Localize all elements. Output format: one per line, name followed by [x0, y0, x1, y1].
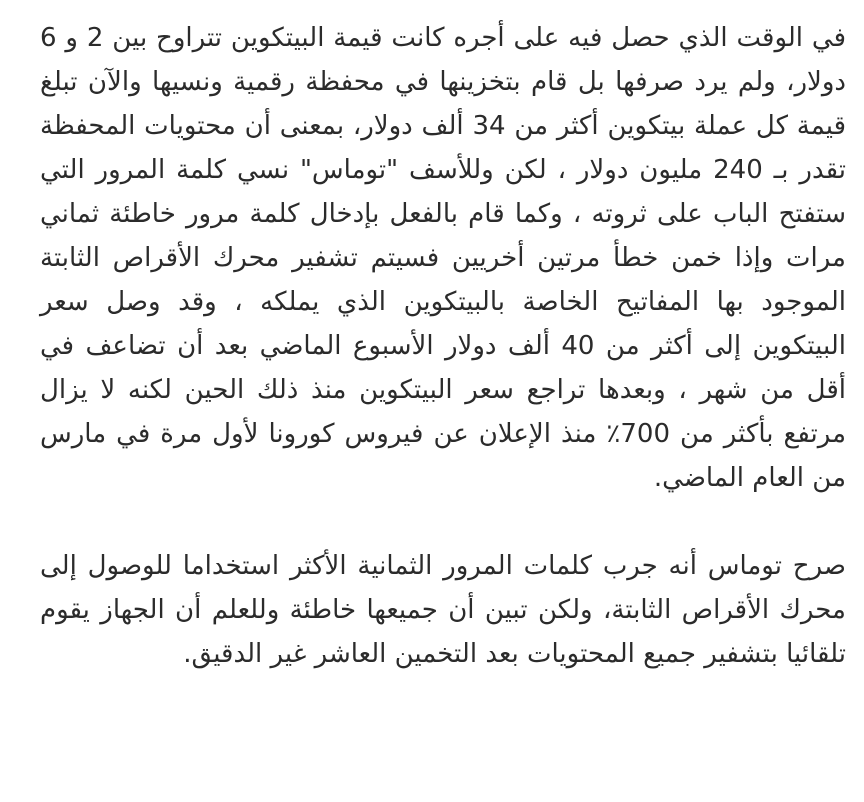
paragraph-bitcoin-wallet: في الوقت الذي حصل فيه على أجره كانت قيمة البيتكوين تتراوح بين 2 و 6 دولار، ولم يرد صرفها بل قام بتخزينها في محفظة رقمية ونسيها والآن تبلغ قيمة كل عملة بيتكوين أكثر من 34 ألف دولار، بمعنى أن محتويات المحفظة تقدر بـ 240 مليون دولار ، لكن وللأسف "توماس" نسي كلمة المرور التي ستفتح الباب على ثروته ، وكما قام بالفعل بإدخال كلمة مرور خاطئة ثماني مرات وإذا خمن خطأ مرتين أخريين فسيتم تشفير محرك الأقراص الثابتة الموجود بها المفاتيح الخاصة بالبيتكوين الذي يملكه ، وقد وصل سعر البيتكوين إلى أكثر من 40 ألف دولار الأسبوع الماضي بعد أن تضاعف في أقل من شهر ، وبعدها تراجع سعر البيتكوين منذ ذلك الحين لكنه لا يزال مرتفع بأكثر من 700٪ منذ الإعلان عن فيروس كورونا لأول مرة في مارس من العام الماضي. — [40, 23, 847, 493]
article-body — [40, 16, 846, 676]
paragraph-password-attempts: صرح توماس أنه جرب كلمات المرور الثمانية الأكثر استخداما للوصول إلى محرك الأقراص الثابتة، ولكن تبين أن جميعها خاطئة وللعلم أن الجهاز يقوم تلقائيا بتشفير جميع المحتويات بعد التخمين العاشر غير الدقيق. — [40, 551, 846, 669]
